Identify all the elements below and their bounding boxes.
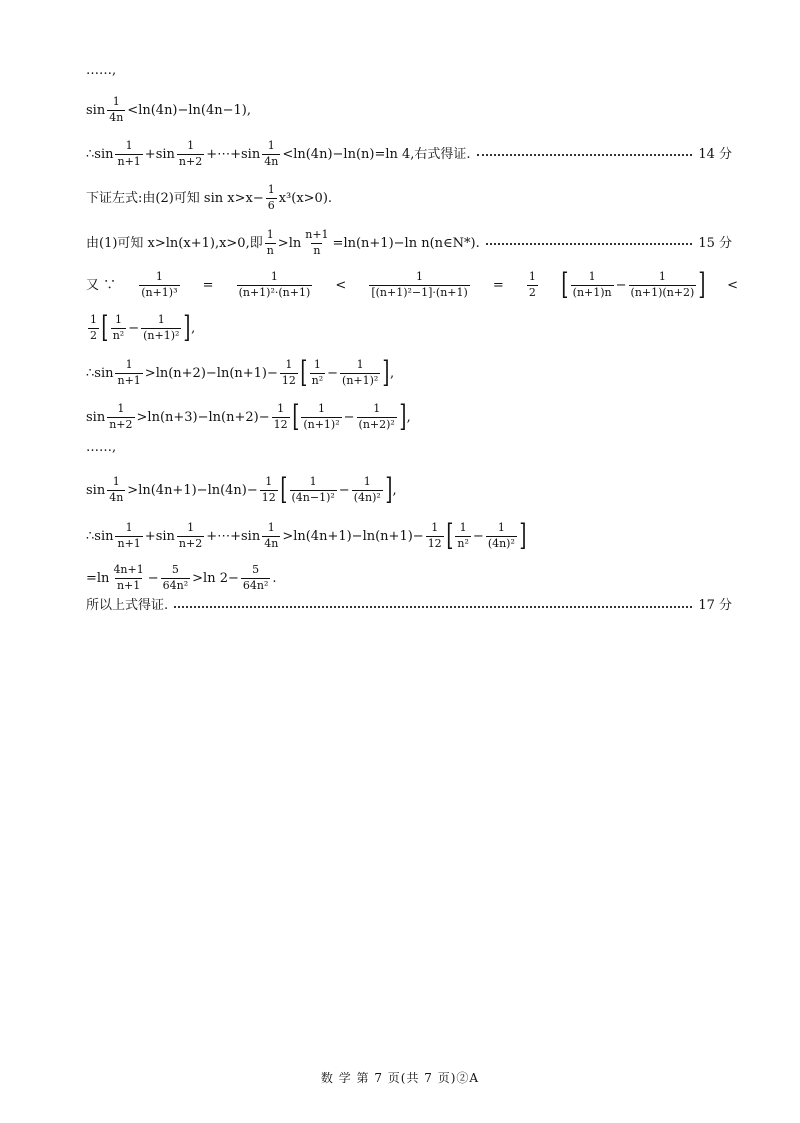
numerator: 1 xyxy=(155,269,163,283)
numerator: 1 xyxy=(267,520,275,534)
proof-line-14 xyxy=(86,599,732,612)
comma: , xyxy=(406,409,411,425)
middle-text: >ln 2− xyxy=(192,570,239,586)
numerator: 1 xyxy=(267,183,275,196)
right-bracket: ] xyxy=(385,472,393,507)
denominator: n xyxy=(313,243,321,257)
fraction xyxy=(455,522,471,550)
proof-line-4 xyxy=(86,184,332,212)
left-proof-intro: 下证左式:由(2)可知 sin x>x− xyxy=(86,190,264,206)
proof-line-5 xyxy=(86,229,732,257)
less-than: < xyxy=(727,277,738,293)
middle-text: >ln(4n+1)−ln(4n)− xyxy=(127,482,258,498)
denominator: (n+1)²·(n+1) xyxy=(238,285,311,299)
fraction xyxy=(303,229,330,257)
denominator: n+1 xyxy=(117,373,141,387)
fraction xyxy=(88,314,99,342)
denominator: 12 xyxy=(261,490,276,504)
period: . xyxy=(272,570,277,586)
middle-text: >ln(n+2)−ln(n+1)− xyxy=(144,365,278,381)
fraction xyxy=(115,522,142,550)
denominator: (4n−1)² xyxy=(291,490,335,504)
fraction xyxy=(111,564,145,592)
numerator: 1 xyxy=(112,95,120,108)
ellipsis-line xyxy=(86,64,116,77)
denominator: n xyxy=(266,243,274,257)
dots-sin: +⋯+sin xyxy=(206,146,261,162)
score-label: 15 分 xyxy=(698,235,732,251)
rhs-text: <ln(4n)−ln(4n−1), xyxy=(127,102,252,118)
sin-text: sin xyxy=(86,409,106,425)
from-part-1: 由(1)可知 x>ln(x+1),x>0,即 xyxy=(86,235,263,251)
denominator: 12 xyxy=(427,536,442,550)
proof-line-11 xyxy=(86,472,397,507)
proof-line-6 xyxy=(86,267,738,302)
fraction xyxy=(241,564,271,592)
fraction xyxy=(310,359,326,387)
numerator: 1 xyxy=(125,357,133,371)
denominator: 4n xyxy=(109,490,124,504)
right-bracket: ] xyxy=(399,399,407,434)
dots-sin: +⋯+sin xyxy=(206,528,261,544)
numerator: 1 xyxy=(309,474,317,488)
ellipsis-line xyxy=(86,441,116,454)
right-bracket: ] xyxy=(519,518,527,553)
middle-text: >ln(4n+1)−ln(n+1)− xyxy=(282,528,424,544)
fraction xyxy=(486,522,517,550)
denominator: n+1 xyxy=(117,536,141,550)
numerator: 1 xyxy=(90,312,97,326)
sin-text: sin xyxy=(86,102,106,118)
plus-sin: +sin xyxy=(144,528,175,544)
numerator: 1 xyxy=(416,269,424,283)
minus: − xyxy=(338,482,350,498)
denominator: 6 xyxy=(267,198,275,212)
numerator: 1 xyxy=(459,520,467,534)
minus: − xyxy=(128,320,140,336)
leader-dots xyxy=(174,606,692,608)
denominator: n+1 xyxy=(116,578,141,592)
right-bracket: ] xyxy=(382,355,390,390)
fraction xyxy=(107,96,125,124)
comma: , xyxy=(390,365,395,381)
left-bracket: [ xyxy=(280,472,288,507)
leader-dots xyxy=(486,243,693,245)
numerator: 1 xyxy=(277,401,285,415)
ellipsis: ……, xyxy=(86,63,117,78)
numerator: 1 xyxy=(285,357,293,371)
fraction xyxy=(301,403,341,431)
denominator: 12 xyxy=(273,417,288,431)
fraction xyxy=(357,403,397,431)
denominator: 2 xyxy=(528,285,536,299)
fraction xyxy=(290,476,337,504)
fraction xyxy=(340,359,380,387)
middle-text: >ln(n+3)−ln(n+2)− xyxy=(136,409,270,425)
left-bracket: [ xyxy=(446,518,454,553)
numerator: 5 xyxy=(252,563,260,576)
fraction xyxy=(272,403,290,431)
score-label: 14 分 xyxy=(698,146,732,162)
numerator: 5 xyxy=(171,563,179,576)
numerator: 1 xyxy=(658,269,666,283)
denominator: 64n² xyxy=(242,578,269,592)
numerator: 1 xyxy=(431,520,439,534)
numerator: 1 xyxy=(157,312,165,326)
denominator: n+2 xyxy=(178,154,203,168)
fraction xyxy=(161,564,191,592)
denominator: 4n xyxy=(109,110,124,124)
fraction xyxy=(265,229,276,257)
numerator: 1 xyxy=(187,139,195,152)
denominator: (n+1)² xyxy=(342,373,379,387)
denominator: 4n xyxy=(264,154,279,168)
denominator: (n+1)² xyxy=(303,417,340,431)
proof-line-12 xyxy=(86,518,527,553)
fraction xyxy=(107,476,125,504)
denominator: (n+1)(n+2) xyxy=(630,285,695,299)
numerator: 1 xyxy=(313,357,321,371)
numerator: 1 xyxy=(317,401,325,415)
numerator: 1 xyxy=(187,520,195,534)
proof-line-9 xyxy=(86,399,411,434)
numerator: 1 xyxy=(267,139,275,152)
numerator: 1 xyxy=(112,474,120,488)
denominator: (n+1)n xyxy=(572,285,612,299)
fraction xyxy=(111,314,127,342)
comma: , xyxy=(392,482,397,498)
score-label: 17 分 xyxy=(698,598,732,613)
fraction xyxy=(262,522,280,550)
equals: = xyxy=(492,277,504,293)
numerator: 1 xyxy=(125,139,133,152)
proof-line-2 xyxy=(86,96,251,124)
leader-dots xyxy=(477,154,693,156)
proof-line-13 xyxy=(86,564,277,592)
proof-line-7 xyxy=(86,310,196,345)
fraction xyxy=(107,403,134,431)
denominator: n² xyxy=(457,536,469,550)
left-bracket: [ xyxy=(101,310,109,345)
rhs-text: <ln(4n)−ln(n)=ln 4,右式得证. xyxy=(282,146,471,162)
denominator: (n+2)² xyxy=(358,417,395,431)
fraction xyxy=(262,140,280,168)
fraction xyxy=(426,522,444,550)
minus: − xyxy=(615,277,627,293)
denominator: n² xyxy=(112,328,125,342)
denominator: n+2 xyxy=(178,536,203,550)
denominator: (4n)² xyxy=(487,536,515,550)
tail-text: x³(x>0). xyxy=(278,190,333,206)
fraction xyxy=(115,359,142,387)
numerator: 1 xyxy=(117,401,125,415)
equals-ln: =ln xyxy=(86,570,110,586)
fraction xyxy=(266,184,277,212)
denominator: [(n+1)²−1]·(n+1) xyxy=(371,285,468,299)
denominator: 12 xyxy=(281,373,296,387)
numerator: 1 xyxy=(265,474,273,488)
fraction xyxy=(629,271,697,299)
denominator: (n+1)² xyxy=(143,328,180,342)
proof-line-8 xyxy=(86,355,395,390)
fraction xyxy=(177,522,204,550)
fraction xyxy=(280,359,298,387)
fraction xyxy=(141,314,181,342)
numerator: 1 xyxy=(270,269,278,283)
numerator: 1 xyxy=(363,474,371,488)
left-bracket: [ xyxy=(561,267,569,302)
page-footer: 数 学 第 7 页(共 7 页)②A xyxy=(320,1071,480,1085)
numerator: 4n+1 xyxy=(113,563,144,576)
right-bracket: ] xyxy=(183,310,191,345)
therefore-sin: ∴sin xyxy=(86,365,114,381)
bracket-group xyxy=(561,267,706,302)
conclusion-text: 所以上式得证. xyxy=(86,598,169,613)
numerator: 1 xyxy=(497,520,505,534)
proof-line-3 xyxy=(86,140,732,168)
fraction xyxy=(527,271,538,299)
minus: − xyxy=(147,570,159,586)
denominator: 4n xyxy=(264,536,279,550)
denominator: 64n² xyxy=(162,578,189,592)
tail-text: =ln(n+1)−ln n(n∈N*). xyxy=(332,235,480,251)
numerator: 1 xyxy=(114,312,122,326)
left-bracket: [ xyxy=(291,399,299,434)
sin-text: sin xyxy=(86,482,106,498)
fraction xyxy=(177,140,204,168)
denominator: 2 xyxy=(90,328,97,342)
fraction xyxy=(237,271,313,299)
less-than: < xyxy=(335,277,347,293)
therefore-sin: ∴sin xyxy=(86,528,114,544)
numerator: 1 xyxy=(588,269,596,283)
fraction xyxy=(139,271,179,299)
therefore-sin: ∴sin xyxy=(86,146,114,162)
denominator: n+1 xyxy=(117,154,141,168)
gt-ln: >ln xyxy=(277,235,302,251)
numerator: 1 xyxy=(356,357,364,371)
minus: − xyxy=(343,409,355,425)
minus: − xyxy=(472,528,484,544)
denominator: n² xyxy=(311,373,324,387)
left-bracket: [ xyxy=(300,355,308,390)
fraction xyxy=(115,140,142,168)
denominator: (n+1)³ xyxy=(141,285,178,299)
right-bracket: ] xyxy=(698,267,706,302)
you-because: 又 ∵ xyxy=(86,277,117,293)
comma: , xyxy=(191,320,196,336)
denominator: (4n)² xyxy=(353,490,381,504)
plus-sin: +sin xyxy=(144,146,175,162)
ellipsis: ……, xyxy=(86,440,117,455)
numerator: 1 xyxy=(373,401,381,415)
fraction xyxy=(571,271,614,299)
fraction xyxy=(369,271,469,299)
fraction xyxy=(260,476,278,504)
denominator: n+2 xyxy=(109,417,133,431)
numerator: 1 xyxy=(528,269,536,283)
equals: = xyxy=(202,277,214,293)
minus: − xyxy=(327,365,339,381)
fraction xyxy=(352,476,383,504)
numerator: n+1 xyxy=(305,228,329,241)
numerator: 1 xyxy=(266,228,274,241)
numerator: 1 xyxy=(125,520,133,534)
